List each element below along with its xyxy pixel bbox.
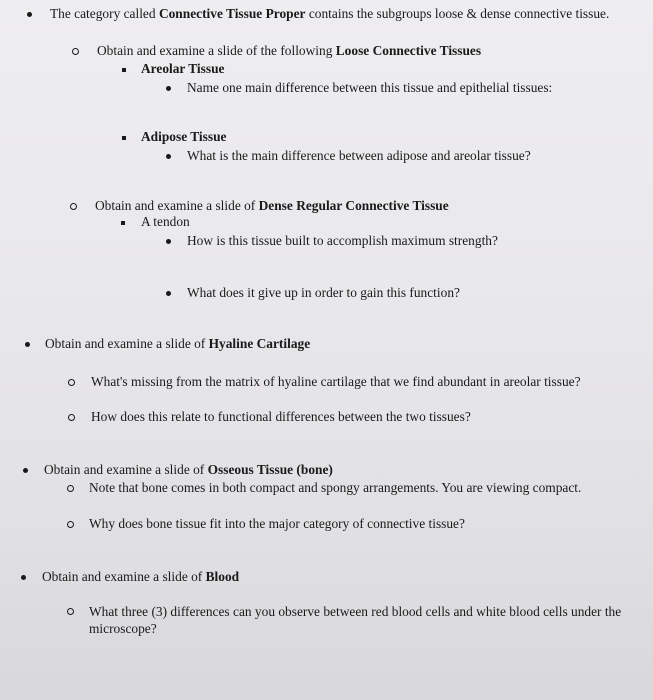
circle-bullet-icon <box>66 198 80 214</box>
bold-term: Hyaline Cartilage <box>208 336 311 351</box>
bullet-icon <box>161 80 175 96</box>
text-run: Obtain and examine a slide of the following <box>97 43 336 58</box>
loose-tissues-line <box>97 43 481 59</box>
text-run: How is this tissue built to accomplish maximum strength? <box>187 233 498 248</box>
text-run: Note that bone comes in both compact and spongy arrangements. You are viewing compact. <box>89 480 582 495</box>
text-run: What three (3) differences can you observe between red blood cells and white blood cells under the microscope? <box>89 604 622 636</box>
blood-question <box>89 603 644 637</box>
hyaline-question-2 <box>91 409 471 425</box>
bold-term: Osseous Tissue (bone) <box>207 462 333 477</box>
bold-term: Adipose Tissue <box>141 129 227 144</box>
text-run: Why does bone tissue fit into the major category of connective tissue? <box>89 516 465 531</box>
text-run: The category called <box>50 6 159 21</box>
circle-bullet-icon <box>64 374 78 390</box>
blood-line <box>42 569 239 585</box>
intro-line <box>50 6 609 22</box>
text-run: What's missing from the matrix of hyaline cartilage that we find abundant in areolar tissue? <box>91 374 581 389</box>
bullet-icon <box>22 6 36 22</box>
osseous-question <box>89 516 465 532</box>
text-run: Obtain and examine a slide of <box>44 462 208 477</box>
square-bullet-icon <box>117 61 131 77</box>
hyaline-question-1 <box>91 374 581 390</box>
text-run: Obtain and examine a slide of <box>42 569 206 584</box>
circle-bullet-icon <box>63 516 77 532</box>
circle-bullet-icon <box>63 480 77 496</box>
bullet-icon <box>20 336 34 352</box>
bullet-icon <box>16 569 30 585</box>
bold-term: Connective Tissue Proper <box>158 6 306 21</box>
dense-tissue-line <box>95 198 449 214</box>
square-bullet-icon <box>117 129 131 145</box>
areolar-question <box>187 80 552 96</box>
text-run: contains the subgroups loose & dense connective tissue. <box>305 6 610 21</box>
areolar-heading <box>141 61 224 77</box>
tendon-strength-question <box>187 233 498 249</box>
tendon-heading <box>141 214 190 230</box>
text-run: Name one main difference between this tissue and epithelial tissues: <box>187 80 553 95</box>
text-run: How does this relate to functional differences between the two tissues? <box>91 409 471 424</box>
circle-bullet-icon <box>63 603 77 619</box>
circle-bullet-icon <box>64 409 78 425</box>
text-run: Obtain and examine a slide of <box>45 336 209 351</box>
bold-term: Dense Regular Connective Tissue <box>258 198 449 213</box>
text-run: What is the main difference between adipose and areolar tissue? <box>187 148 531 163</box>
tendon-tradeoff-question <box>187 285 460 301</box>
bold-term: Loose Connective Tissues <box>335 43 482 58</box>
text-run: What does it give up in order to gain this function? <box>187 285 460 300</box>
bullet-icon <box>161 285 175 301</box>
square-bullet-icon <box>116 214 130 230</box>
adipose-heading <box>141 129 226 145</box>
bullet-icon <box>161 148 175 164</box>
circle-bullet-icon <box>68 43 82 59</box>
adipose-question <box>187 148 531 164</box>
bold-term: Areolar Tissue <box>141 61 225 76</box>
text-run: Obtain and examine a slide of <box>95 198 259 213</box>
bullet-icon <box>18 462 32 478</box>
bold-term: Blood <box>205 569 240 584</box>
osseous-line <box>44 462 333 478</box>
hyaline-line <box>45 336 310 352</box>
bullet-icon <box>161 233 175 249</box>
text-run: A tendon <box>141 214 190 229</box>
osseous-note <box>89 480 581 496</box>
